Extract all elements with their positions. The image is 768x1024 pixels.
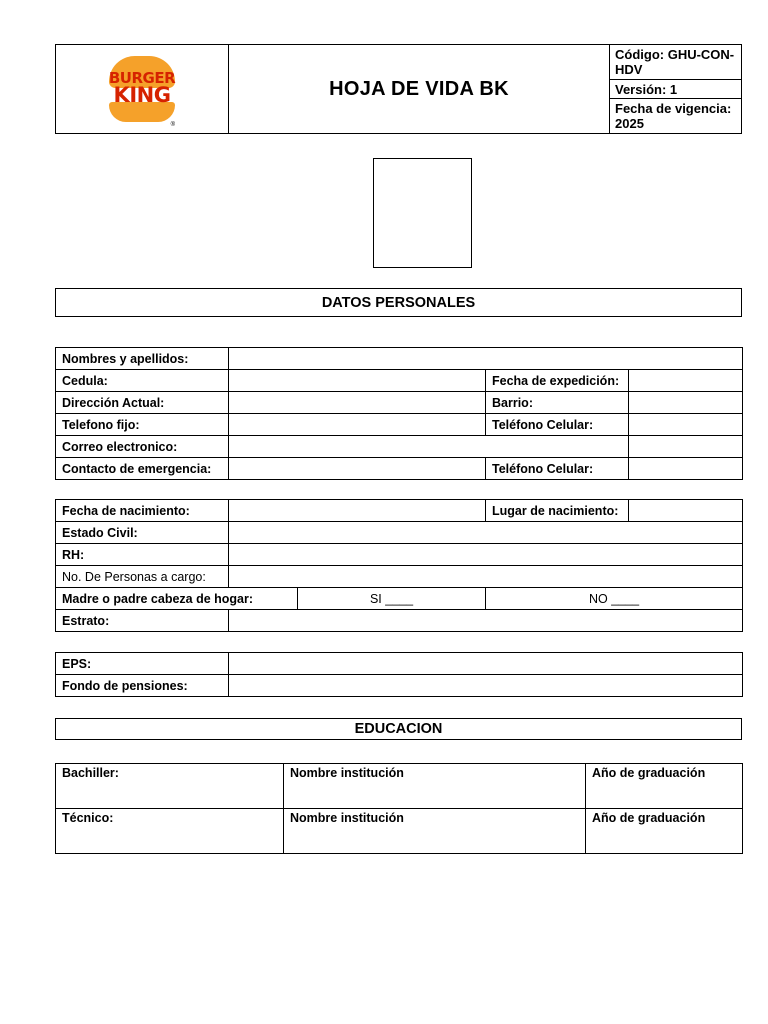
field-correo-extra[interactable] xyxy=(629,436,743,458)
personal-data-table xyxy=(55,347,743,480)
field-lugar-nacimiento[interactable] xyxy=(629,500,743,522)
label-telefono-celular: Teléfono Celular: xyxy=(486,414,629,436)
field-contacto-emergencia[interactable] xyxy=(229,458,486,480)
label-telefono-fijo: Telefono fijo: xyxy=(56,414,229,436)
document-code: Código: GHU-CON-HDV xyxy=(610,45,742,80)
field-estrato[interactable] xyxy=(229,610,743,632)
education-institution[interactable]: Nombre institución xyxy=(284,764,586,809)
field-cedula[interactable] xyxy=(229,370,486,392)
label-rh: RH: xyxy=(56,544,229,566)
label-estado-civil: Estado Civil: xyxy=(56,522,229,544)
document-version: Versión: 1 xyxy=(610,80,742,99)
label-nombres: Nombres y apellidos: xyxy=(56,348,229,370)
education-level[interactable]: Técnico: xyxy=(56,809,284,854)
education-year[interactable]: Año de graduación xyxy=(586,809,743,854)
field-personas-cargo[interactable] xyxy=(229,566,743,588)
field-fecha-expedicion[interactable] xyxy=(629,370,743,392)
label-telefono-celular-2: Teléfono Celular: xyxy=(486,458,629,480)
field-eps[interactable] xyxy=(229,653,743,675)
label-contacto-emergencia: Contacto de emergencia: xyxy=(56,458,229,480)
education-table xyxy=(55,763,743,854)
label-correo: Correo electronico: xyxy=(56,436,229,458)
field-telefono-fijo[interactable] xyxy=(229,414,486,436)
option-no[interactable]: NO ____ xyxy=(486,588,743,610)
burger-king-logo: BURGER KING ® xyxy=(109,54,175,124)
education-row xyxy=(56,764,743,809)
label-eps: EPS: xyxy=(56,653,229,675)
label-barrio: Barrio: xyxy=(486,392,629,414)
section-title: EDUCACION xyxy=(56,719,742,740)
label-fecha-expedicion: Fecha de expedición: xyxy=(486,370,629,392)
field-telefono-celular[interactable] xyxy=(629,414,743,436)
field-rh[interactable] xyxy=(229,544,743,566)
field-correo[interactable] xyxy=(229,436,629,458)
additional-data-table xyxy=(55,499,743,632)
field-nombres[interactable] xyxy=(229,348,743,370)
label-estrato: Estrato: xyxy=(56,610,229,632)
document-validity: Fecha de vigencia: 2025 xyxy=(610,99,742,134)
education-year[interactable]: Año de graduación xyxy=(586,764,743,809)
option-si[interactable]: SI ____ xyxy=(298,588,486,610)
field-telefono-celular-2[interactable] xyxy=(629,458,743,480)
educacion-header xyxy=(55,718,742,740)
photo-box[interactable] xyxy=(373,158,472,268)
field-fecha-nacimiento[interactable] xyxy=(229,500,486,522)
datos-personales-header xyxy=(55,288,742,317)
document-header xyxy=(55,44,742,134)
field-barrio[interactable] xyxy=(629,392,743,414)
label-cabeza-hogar: Madre o padre cabeza de hogar: xyxy=(56,588,298,610)
document-title: HOJA DE VIDA BK xyxy=(229,45,610,134)
education-row xyxy=(56,809,743,854)
label-cedula: Cedula: xyxy=(56,370,229,392)
label-direccion: Dirección Actual: xyxy=(56,392,229,414)
label-fecha-nacimiento: Fecha de nacimiento: xyxy=(56,500,229,522)
education-level[interactable]: Bachiller: xyxy=(56,764,284,809)
section-title: DATOS PERSONALES xyxy=(56,289,742,317)
field-direccion[interactable] xyxy=(229,392,486,414)
education-institution[interactable]: Nombre institución xyxy=(284,809,586,854)
social-security-table xyxy=(55,652,743,697)
field-estado-civil[interactable] xyxy=(229,522,743,544)
label-lugar-nacimiento: Lugar de nacimiento: xyxy=(486,500,629,522)
logo-cell xyxy=(56,45,229,134)
label-pensiones: Fondo de pensiones: xyxy=(56,675,229,697)
label-personas-cargo: No. De Personas a cargo: xyxy=(56,566,229,588)
field-pensiones[interactable] xyxy=(229,675,743,697)
